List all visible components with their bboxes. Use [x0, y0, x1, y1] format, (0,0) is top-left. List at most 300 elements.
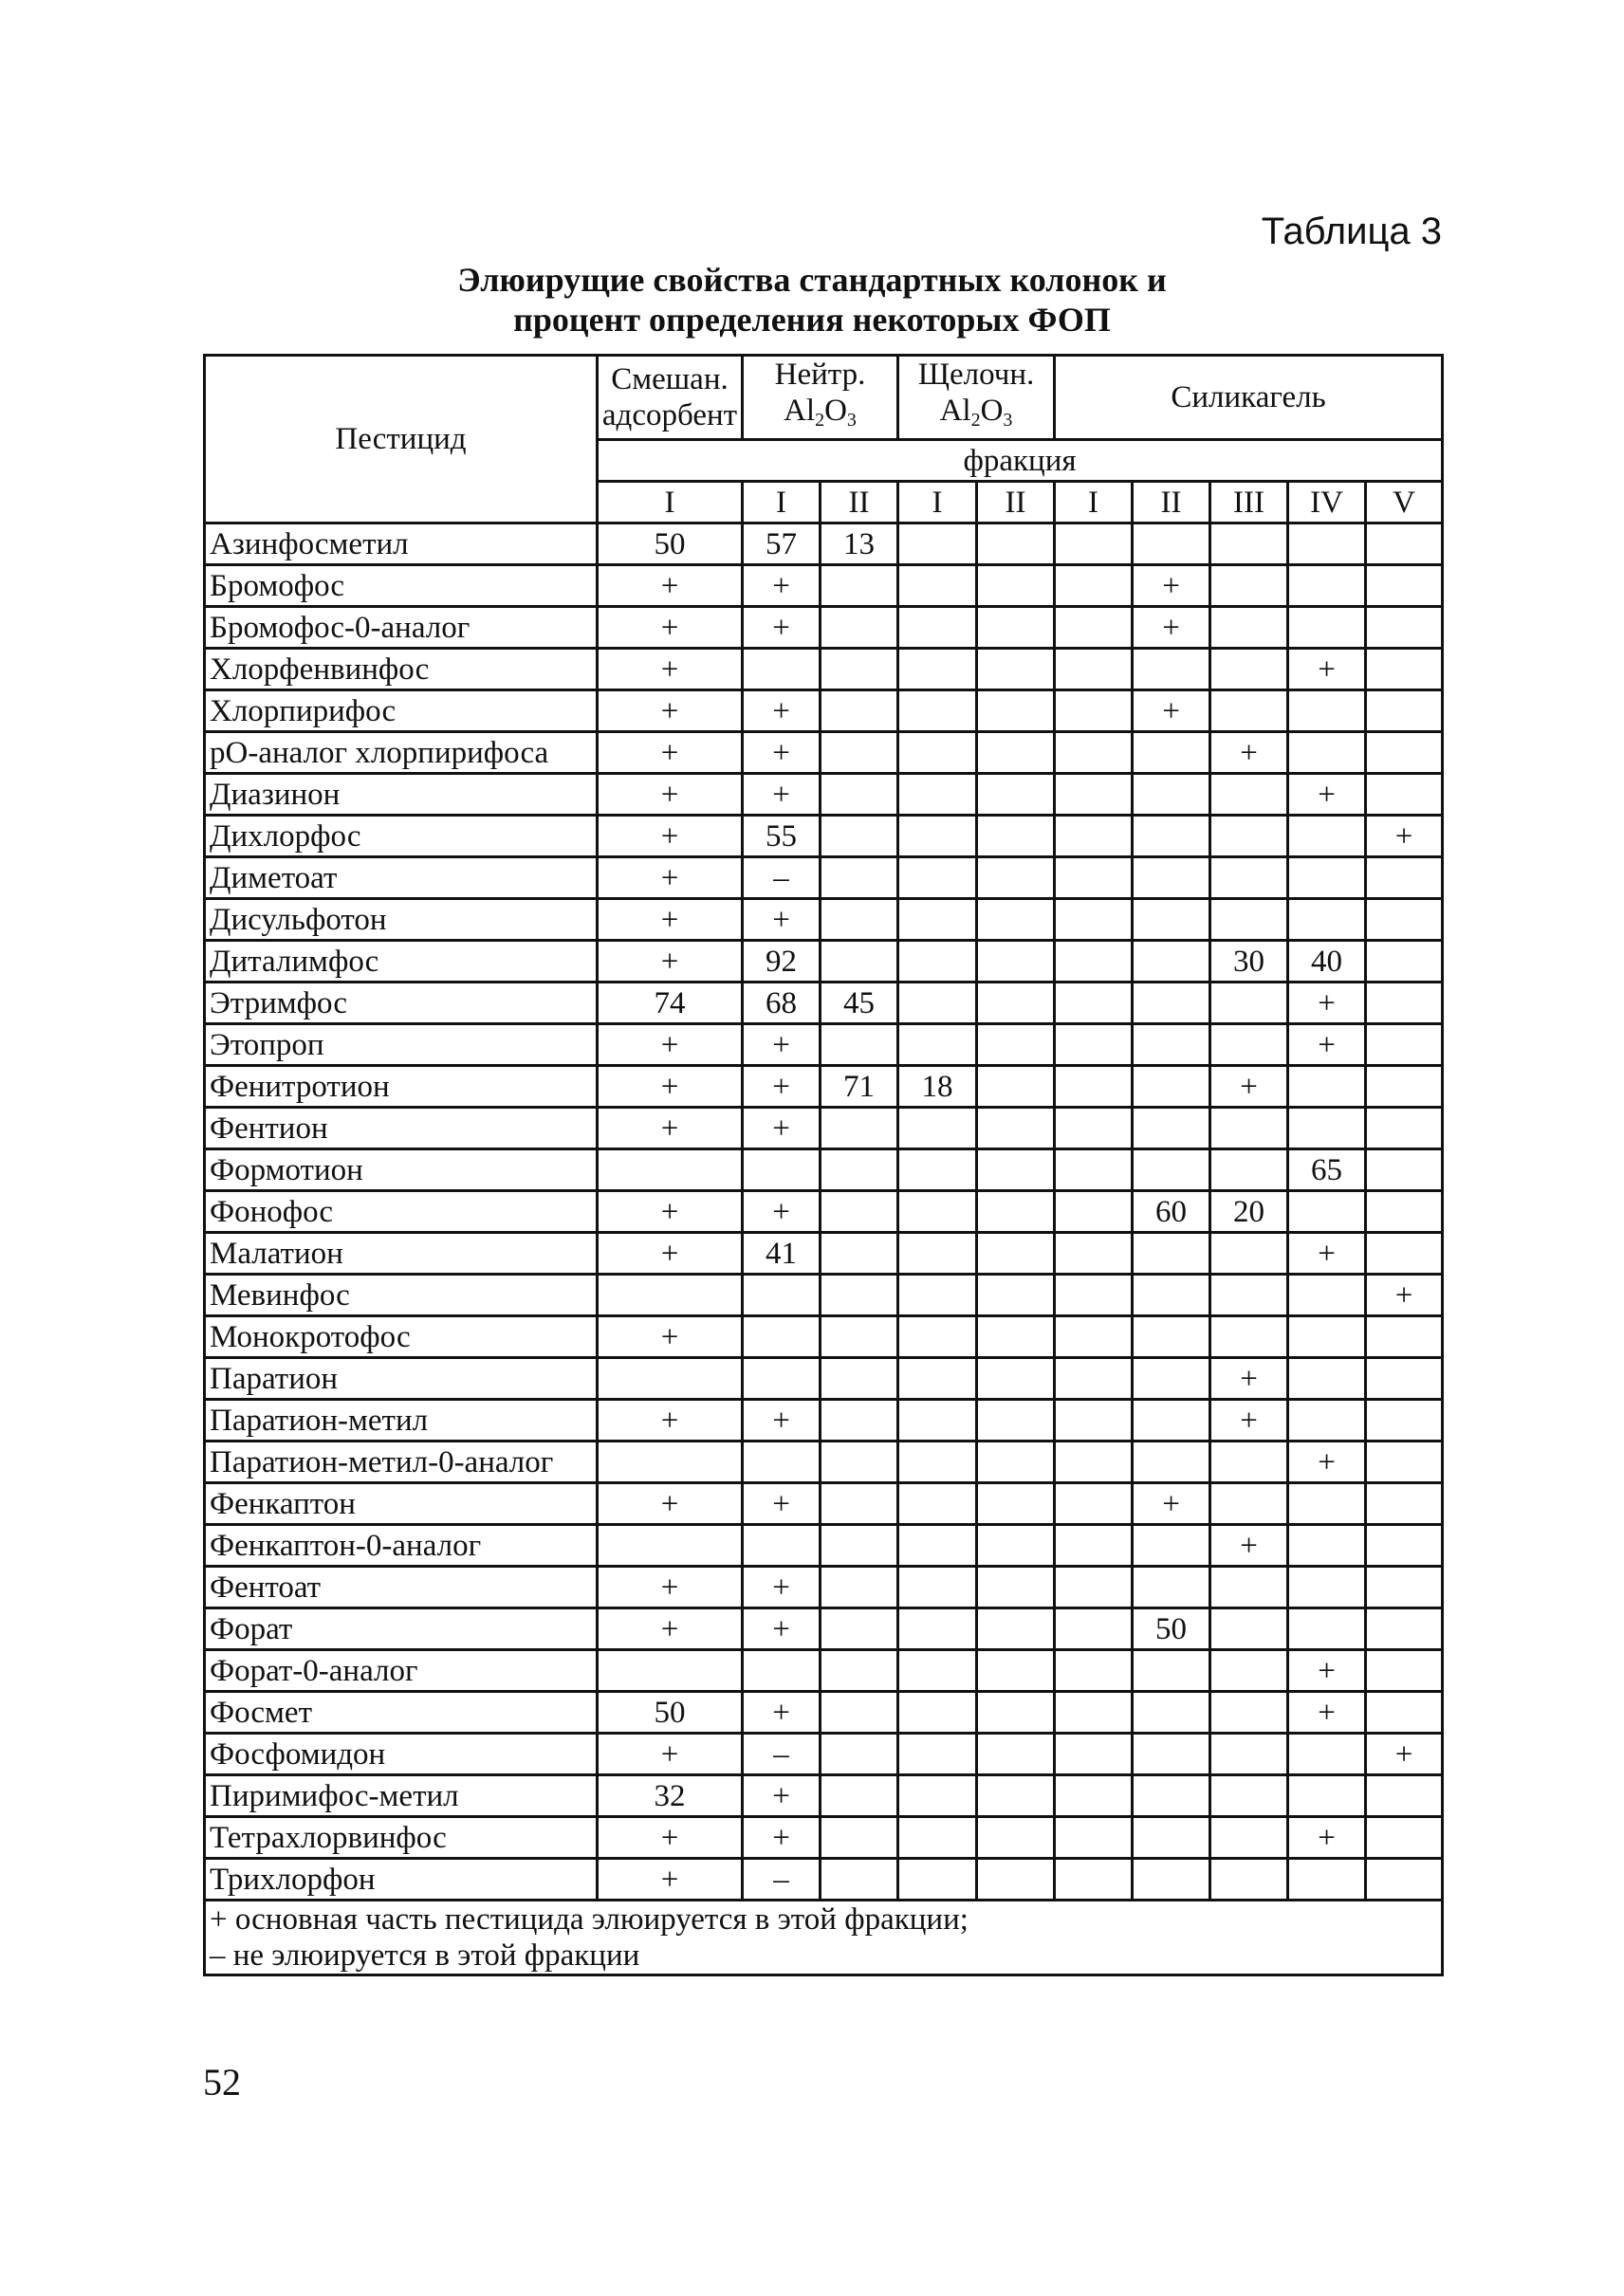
table-cell	[1133, 774, 1210, 816]
table-cell	[821, 607, 898, 649]
table-row	[205, 941, 1443, 983]
table-cell	[1133, 1817, 1210, 1859]
table-cell	[1133, 649, 1210, 690]
table-cell	[1210, 983, 1288, 1024]
table-cell	[743, 1316, 821, 1358]
table-row	[205, 1734, 1443, 1775]
silica-gel-header: Силикагель	[1055, 356, 1443, 440]
pesticide-name: Хлорпирифос	[205, 690, 598, 732]
table-cell	[898, 649, 977, 690]
table-cell	[898, 774, 977, 816]
table-cell: –	[743, 857, 821, 899]
table-cell: +	[1288, 1650, 1366, 1692]
table-cell	[1366, 1108, 1443, 1149]
table-cell	[1288, 1066, 1366, 1108]
table-cell	[1055, 690, 1133, 732]
table-row	[205, 1400, 1443, 1442]
table-cell: +	[598, 1316, 743, 1358]
table-cell	[821, 1275, 898, 1316]
table-cell: +	[598, 941, 743, 983]
table-cell	[898, 690, 977, 732]
alkaline-header-formula: $Al_2O_3$	[939, 394, 1013, 431]
table-row	[205, 1149, 1443, 1191]
table-cell	[1366, 1191, 1443, 1233]
table-cell	[821, 1024, 898, 1066]
pesticide-name: Диазинон	[205, 774, 598, 816]
table-cell	[1288, 1108, 1366, 1149]
mixed-header-line-2: адсорбент	[601, 398, 738, 432]
table-cell	[1055, 649, 1133, 690]
table-cell	[743, 649, 821, 690]
table-row	[205, 1275, 1443, 1316]
table-cell	[977, 1734, 1055, 1775]
table-cell	[1366, 1024, 1443, 1066]
table-cell	[821, 690, 898, 732]
table-row	[205, 899, 1443, 941]
table-cell	[977, 1024, 1055, 1066]
alkaline-header-line-1: Щелочн.	[917, 358, 1035, 392]
table-row	[205, 1316, 1443, 1358]
table-cell	[1133, 732, 1210, 774]
table-cell	[1133, 857, 1210, 899]
table-cell	[1366, 1692, 1443, 1734]
table-cell	[1210, 1108, 1288, 1149]
pesticide-name: Дисульфотон	[205, 899, 598, 941]
table-cell	[1288, 523, 1366, 565]
table-cell: +	[598, 649, 743, 690]
table-cell	[821, 899, 898, 941]
pesticide-name: Бромофос-0-аналог	[205, 607, 598, 649]
table-cell	[1055, 523, 1133, 565]
table-cell	[598, 1525, 743, 1567]
table-row	[205, 1567, 1443, 1608]
table-cell	[1133, 1775, 1210, 1817]
table-cell	[977, 1066, 1055, 1108]
table-cell	[1055, 899, 1133, 941]
table-cell	[1210, 899, 1288, 941]
elution-table	[203, 354, 1444, 1976]
table-cell	[1055, 1358, 1133, 1400]
table-cell	[1133, 941, 1210, 983]
table-cell	[1133, 523, 1210, 565]
table-cell	[1366, 1233, 1443, 1275]
table-cell: +	[598, 1817, 743, 1859]
table-cell	[898, 1525, 977, 1567]
table-cell: +	[598, 774, 743, 816]
table-cell: 50	[1133, 1608, 1210, 1650]
table-row	[205, 1859, 1443, 1901]
table-cell	[898, 1650, 977, 1692]
table-body	[205, 523, 1443, 1901]
table-cell	[1055, 1275, 1133, 1316]
fraction-silica-2: II	[1133, 482, 1210, 523]
table-row	[205, 857, 1443, 899]
table-cell	[1366, 1817, 1443, 1859]
table-cell: +	[598, 1024, 743, 1066]
table-cell	[1210, 1024, 1288, 1066]
table-cell	[1210, 1567, 1288, 1608]
table-row	[205, 565, 1443, 607]
pesticide-name: Фосмет	[205, 1692, 598, 1734]
table-cell	[898, 1191, 977, 1233]
table-cell: +	[598, 816, 743, 857]
mixed-adsorbent-header	[598, 356, 743, 440]
table-cell: +	[1133, 607, 1210, 649]
table-row	[205, 1024, 1443, 1066]
table-cell	[1288, 1275, 1366, 1316]
pesticide-name: Паратион	[205, 1358, 598, 1400]
table-cell: 50	[598, 523, 743, 565]
pesticide-name: Бромофос	[205, 565, 598, 607]
table-cell	[821, 1149, 898, 1191]
table-cell	[821, 1358, 898, 1400]
table-cell	[1210, 1859, 1288, 1901]
table-cell: +	[598, 1233, 743, 1275]
table-cell	[1366, 1149, 1443, 1191]
table-cell: 13	[821, 523, 898, 565]
table-cell	[1055, 816, 1133, 857]
table-cell: +	[598, 1400, 743, 1442]
table-cell	[1288, 816, 1366, 857]
page-number: 52	[203, 2061, 241, 2103]
table-cell	[898, 1817, 977, 1859]
table-cell	[1288, 607, 1366, 649]
table-cell	[1210, 1650, 1288, 1692]
legend	[205, 1901, 1443, 1975]
table-cell	[1210, 523, 1288, 565]
table-cell	[598, 1149, 743, 1191]
table-cell: +	[743, 899, 821, 941]
table-cell	[977, 857, 1055, 899]
table-cell	[977, 1775, 1055, 1817]
table-cell	[898, 941, 977, 983]
table-title-line-2: процент определения некоторых ФОП	[513, 301, 1111, 339]
table-cell	[1366, 1567, 1443, 1608]
table-cell	[598, 1442, 743, 1483]
table-row	[205, 690, 1443, 732]
table-row	[205, 983, 1443, 1024]
table-cell	[898, 1233, 977, 1275]
table-cell: +	[1288, 1692, 1366, 1734]
table-cell: +	[743, 1608, 821, 1650]
fraction-mixed-1: I	[598, 482, 743, 523]
table-cell	[898, 1358, 977, 1400]
table-cell	[1366, 1483, 1443, 1525]
table-cell	[977, 983, 1055, 1024]
pesticide-name: Малатион	[205, 1233, 598, 1275]
table-cell	[1366, 565, 1443, 607]
table-cell	[1210, 774, 1288, 816]
table-cell	[821, 732, 898, 774]
table-cell: +	[743, 1775, 821, 1817]
fraction-silica-3: III	[1210, 482, 1288, 523]
table-cell	[1210, 857, 1288, 899]
table-cell	[977, 1692, 1055, 1734]
table-cell	[743, 1442, 821, 1483]
table-cell	[1210, 1817, 1288, 1859]
table-cell	[1133, 1859, 1210, 1901]
table-cell: +	[1288, 1442, 1366, 1483]
table-cell	[1366, 1859, 1443, 1901]
table-cell	[898, 899, 977, 941]
table-cell	[977, 1525, 1055, 1567]
table-cell	[1210, 1233, 1288, 1275]
pesticide-name: Паратион-метил	[205, 1400, 598, 1442]
table-cell	[1210, 565, 1288, 607]
table-cell	[1055, 565, 1133, 607]
fraction-alkaline-1: I	[898, 482, 977, 523]
table-cell: +	[598, 690, 743, 732]
table-cell	[898, 1024, 977, 1066]
table-cell	[1288, 1358, 1366, 1400]
table-cell	[898, 1692, 977, 1734]
table-cell	[1210, 1692, 1288, 1734]
pesticide-name: Хлорфенвинфос	[205, 649, 598, 690]
table-cell	[598, 1650, 743, 1692]
table-cell	[977, 1191, 1055, 1233]
table-cell	[898, 1608, 977, 1650]
table-cell	[1366, 1525, 1443, 1567]
table-cell	[1055, 1608, 1133, 1650]
table-cell: 74	[598, 983, 743, 1024]
table-cell: +	[743, 1567, 821, 1608]
table-cell	[898, 732, 977, 774]
table-cell: +	[598, 1066, 743, 1108]
table-cell: +	[743, 690, 821, 732]
table-cell	[1210, 1316, 1288, 1358]
table-cell: +	[743, 1108, 821, 1149]
table-cell	[1210, 1149, 1288, 1191]
table-cell: +	[1288, 1024, 1366, 1066]
table-cell	[1055, 1567, 1133, 1608]
table-cell	[1366, 1316, 1443, 1358]
table-cell	[821, 1483, 898, 1525]
table-cell	[977, 1358, 1055, 1400]
table-cell	[598, 1358, 743, 1400]
table-cell: 30	[1210, 941, 1288, 983]
table-cell	[821, 1191, 898, 1233]
pesticide-header: Пестицид	[205, 356, 598, 523]
table-cell: 55	[743, 816, 821, 857]
table-row	[205, 1817, 1443, 1859]
table-cell: +	[743, 1066, 821, 1108]
pesticide-name: Тетрахлорвинфос	[205, 1817, 598, 1859]
table-cell: +	[743, 1400, 821, 1442]
table-cell	[1055, 1024, 1133, 1066]
table-cell	[1133, 1149, 1210, 1191]
table-cell	[1210, 1483, 1288, 1525]
table-cell: +	[1133, 690, 1210, 732]
table-cell: +	[1288, 1233, 1366, 1275]
table-cell: +	[743, 1191, 821, 1233]
table-cell	[1055, 1400, 1133, 1442]
table-cell	[821, 1650, 898, 1692]
table-cell: 32	[598, 1775, 743, 1817]
table-cell	[1366, 1650, 1443, 1692]
table-cell: +	[1366, 1734, 1443, 1775]
table-cell	[977, 607, 1055, 649]
table-cell	[1366, 1358, 1443, 1400]
table-cell	[1366, 857, 1443, 899]
pesticide-name: Фосфомидон	[205, 1734, 598, 1775]
table-cell	[1133, 983, 1210, 1024]
table-cell	[821, 1734, 898, 1775]
table-cell	[1133, 1358, 1210, 1400]
fraction-neutral-2: II	[821, 482, 898, 523]
table-cell	[1133, 1275, 1210, 1316]
table-cell: +	[598, 1608, 743, 1650]
table-cell	[821, 1442, 898, 1483]
table-cell	[1288, 1483, 1366, 1525]
table-label: Таблица 3	[1261, 211, 1442, 252]
table-cell	[1055, 1650, 1133, 1692]
table-cell: +	[598, 899, 743, 941]
table-cell	[977, 899, 1055, 941]
table-cell: 71	[821, 1066, 898, 1108]
table-cell: +	[598, 607, 743, 649]
table-cell	[1055, 1442, 1133, 1483]
mixed-header-line-1: Смешан.	[611, 362, 729, 396]
fraction-silica-4: IV	[1288, 482, 1366, 523]
table-cell	[1288, 1400, 1366, 1442]
table-cell: +	[598, 857, 743, 899]
table-cell	[821, 1775, 898, 1817]
table-cell	[1210, 690, 1288, 732]
table-title-line-1: Элюирущие свойства стандартных колонок и	[457, 261, 1167, 299]
table-cell	[1055, 1066, 1133, 1108]
table-cell	[1055, 1734, 1133, 1775]
table-cell	[1366, 983, 1443, 1024]
table-cell	[1288, 565, 1366, 607]
table-cell	[1133, 1650, 1210, 1692]
table-cell	[1288, 1734, 1366, 1775]
table-cell	[1210, 1442, 1288, 1483]
table-cell	[1055, 774, 1133, 816]
table-cell	[898, 1483, 977, 1525]
table-cell	[977, 649, 1055, 690]
table-cell	[1133, 816, 1210, 857]
pesticide-name: Паратион-метил-0-аналог	[205, 1442, 598, 1483]
table-cell	[898, 1734, 977, 1775]
table-cell	[1288, 1525, 1366, 1567]
table-cell	[898, 1775, 977, 1817]
table-cell	[821, 565, 898, 607]
table-cell	[1133, 1442, 1210, 1483]
table-row	[205, 816, 1443, 857]
table-cell	[1055, 1191, 1133, 1233]
table-cell	[977, 1400, 1055, 1442]
table-cell: +	[743, 1483, 821, 1525]
table-cell: 68	[743, 983, 821, 1024]
table-cell	[1055, 1108, 1133, 1149]
table-cell	[1288, 1567, 1366, 1608]
table-cell	[898, 1316, 977, 1358]
table-cell: +	[598, 1567, 743, 1608]
table-cell	[1055, 941, 1133, 983]
table-cell: +	[1133, 565, 1210, 607]
table-cell	[1366, 1608, 1443, 1650]
table-cell	[977, 1567, 1055, 1608]
table-cell	[1210, 607, 1288, 649]
table-cell	[821, 1525, 898, 1567]
table-cell: +	[743, 607, 821, 649]
table-cell	[898, 1108, 977, 1149]
table-cell	[898, 857, 977, 899]
pesticide-name: Диталимфос	[205, 941, 598, 983]
table-cell	[1210, 1734, 1288, 1775]
table-cell	[821, 1233, 898, 1275]
neutral-header-formula: $Al_2O_3$	[784, 394, 857, 431]
table-cell	[977, 816, 1055, 857]
legend-line-1: + основная часть пестицида элюируется в этой фракции;	[210, 1902, 969, 1937]
pesticide-name: Фонофос	[205, 1191, 598, 1233]
table-cell	[977, 1149, 1055, 1191]
table-cell: +	[743, 1817, 821, 1859]
table-cell	[1133, 1525, 1210, 1567]
table-cell	[1133, 1066, 1210, 1108]
table-cell: +	[598, 1191, 743, 1233]
table-cell	[1133, 1692, 1210, 1734]
table-row	[205, 1066, 1443, 1108]
table-cell	[1288, 857, 1366, 899]
table-cell: +	[1288, 649, 1366, 690]
table-cell: +	[598, 1108, 743, 1149]
table-row	[205, 523, 1443, 565]
table-cell: +	[1288, 983, 1366, 1024]
table-cell: 41	[743, 1233, 821, 1275]
table-cell: 50	[598, 1692, 743, 1734]
table-cell	[1133, 1108, 1210, 1149]
table-cell	[1366, 523, 1443, 565]
table-cell	[1133, 1567, 1210, 1608]
table-cell: +	[743, 1692, 821, 1734]
table-cell	[1366, 1066, 1443, 1108]
table-cell	[1210, 1775, 1288, 1817]
table-cell: –	[743, 1859, 821, 1901]
table-row	[205, 732, 1443, 774]
table-row	[205, 607, 1443, 649]
fraction-header: фракция	[598, 440, 1443, 482]
pesticide-name: Форат-0-аналог	[205, 1650, 598, 1692]
pesticide-name: Этопроп	[205, 1024, 598, 1066]
table-cell	[1055, 1233, 1133, 1275]
table-cell	[898, 1567, 977, 1608]
table-cell	[1288, 1859, 1366, 1901]
pesticide-name: Трихлорфон	[205, 1859, 598, 1901]
table-cell	[1055, 1483, 1133, 1525]
table-cell	[743, 1525, 821, 1567]
table-cell	[743, 1149, 821, 1191]
table-cell	[1055, 1149, 1133, 1191]
table-cell	[1288, 1775, 1366, 1817]
pesticide-name: Фентион	[205, 1108, 598, 1149]
table-cell	[977, 732, 1055, 774]
table-cell	[1133, 1316, 1210, 1358]
neutral-header-line-1: Нейтр.	[774, 358, 866, 392]
table-cell	[821, 1692, 898, 1734]
table-cell	[898, 1149, 977, 1191]
table-cell	[743, 1358, 821, 1400]
table-cell	[1366, 690, 1443, 732]
pesticide-name: Дихлорфос	[205, 816, 598, 857]
pesticide-name: Фенкаптон	[205, 1483, 598, 1525]
table-row	[205, 1525, 1443, 1567]
table-row	[205, 1692, 1443, 1734]
table-cell	[1210, 1608, 1288, 1650]
table-row	[205, 649, 1443, 690]
fraction-silica-5: V	[1366, 482, 1443, 523]
table-row	[205, 1442, 1443, 1483]
